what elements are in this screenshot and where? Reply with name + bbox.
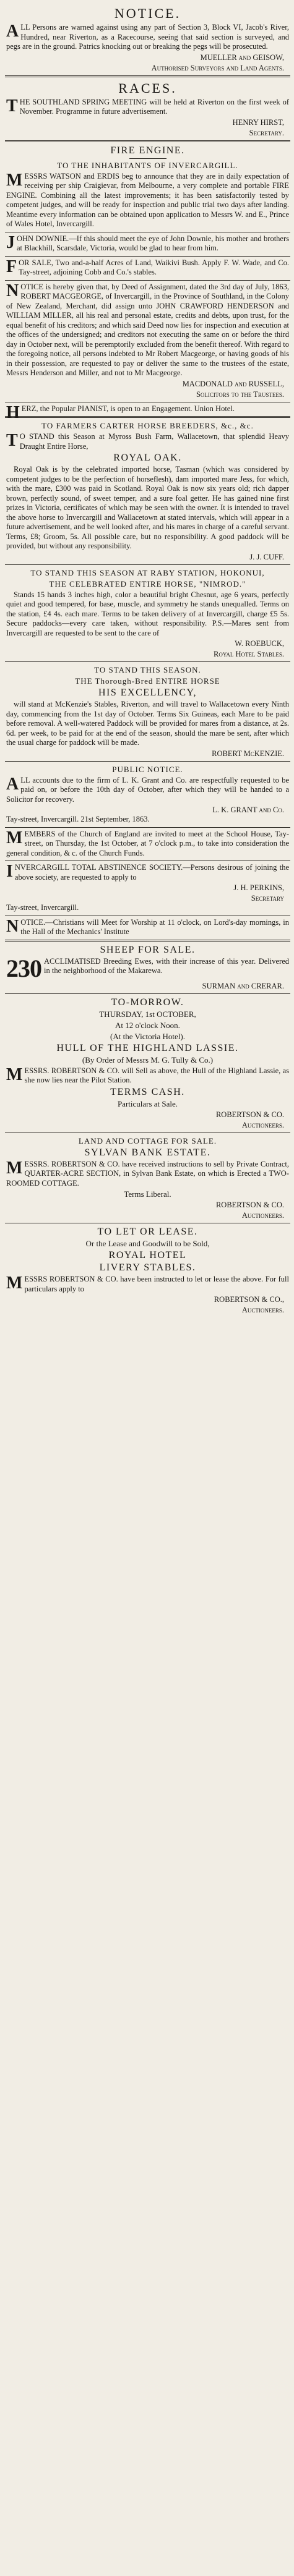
sylvan-bank-ad <box>5 1133 290 1224</box>
horse-name: ROYAL OAK. <box>113 453 182 463</box>
divider <box>129 158 166 159</box>
notice-ad-1 <box>5 2 290 77</box>
terms-heading: TERMS CASH. <box>110 1086 185 1097</box>
ad-body: Stands 15 hands 3 inches high, color a beautiful bright Chesnut, age 6 years, perfectly quiet and good tempered, for base, muscle, and symmetry he stands unequalled. Terms on the station, £4 4s. each mare. Terms to be taken delivery of at Invercargill, charge £5 5s. Secure paddocks—every care taken, without responsibility. P.S.—Mares sent from Invercargill are requested to be sent to the care of <box>6 590 289 637</box>
land-sale-ad <box>5 257 290 281</box>
ad-body: NOTICE.—Christians will Meet for Worship at 11 o'clock, on Lord's-day mornings, in the Hall of the Mechanics' Institute <box>6 916 289 936</box>
estate-name: SYLVAN BANK ESTATE. <box>84 1147 211 1158</box>
ad-heading: LAND AND COTTAGE FOR SALE. <box>78 1136 217 1146</box>
ad-signature-title: Auctioneers. <box>241 1211 284 1220</box>
ad-subheading: TO THE INHABITANTS OF INVERCARGILL. <box>57 160 238 170</box>
ad-heading: SHEEP FOR SALE. <box>100 944 196 955</box>
royal-oak-ad <box>5 418 290 565</box>
fire-engine-ad <box>5 142 290 232</box>
ad-signature-title: Secretary. <box>249 128 284 137</box>
ad-signature-title: Secretary <box>251 894 284 903</box>
ad-subline: Or the Lease and Goodwill to be Sold, <box>85 1239 210 1248</box>
ad-body: NOTICE is hereby given that, by Deed of Assignment, dated the 3rd day of July, 1863, ROBERT MACGEORGE, of Invercargill, in the Province of Southland, in the Colony of New Zealand, Merchant, did assign unto JOHN CRAWFORD HENDERSON and WILLIAM MILLER, all his real and personal estate, credits and debts, upon trust, for the equal benefit of his creditors; and which said Deed now lies for inspection and execution at the offices of the undersigned; and creditors not executing the same on or before the third day in October next, will be peremptorily excluded from the benefit thereof. With regard to the foregoing notice, all persons indebted to Mr Robert Macgeorge, or having goods of his in their possession, are requested to pay or deliver the same to the trustees of the estate, Messrs Henderson and Miller, and not to Mr Macgeorge. <box>6 281 289 377</box>
sheep-ad <box>5 942 290 994</box>
deed-notice-ad <box>5 281 290 402</box>
ad-signature-title: Solicitors to the Trustees. <box>196 389 284 399</box>
ad-heading: TO LET OR LEASE. <box>97 1226 198 1237</box>
worship-ad <box>5 916 290 942</box>
ad-signature: J. J. CUFF. <box>249 552 284 561</box>
nimrod-ad <box>5 565 290 663</box>
ad-signature: ROBERTSON & CO., <box>214 1295 284 1304</box>
ad-signature-title: Royal Hotel Stables. <box>214 650 284 658</box>
ad-signature: ROBERT McKENZIE. <box>212 749 284 758</box>
races-ad <box>5 77 290 142</box>
ad-body: HERZ, the Popular PIANIST, is open to an Engagement. Union Hotel. <box>6 402 235 422</box>
ad-signature: W. ROEBUCK, <box>235 639 284 648</box>
pianist-ad <box>5 402 290 422</box>
sale-order: (By Order of Messrs M. G. Tully & Co.) <box>82 1055 214 1065</box>
ad-heading: TO-MORROW. <box>111 997 184 1008</box>
ad-signature-title: Auctioneers. <box>241 1306 284 1314</box>
ad-signature: ROBERTSON & CO. <box>215 1201 284 1209</box>
ad-heading: NOTICE. <box>114 6 181 21</box>
ad-body: MEMBERS of the Church of England are invited to meet at the School House, Tay-street, on Thursday, the 1st October, at 7 o'clock p.m., to take into consideration the general condition, & c. of the Church Funds. <box>6 828 289 857</box>
lot-title: HULL OF THE HIGHLAND LASSIE. <box>56 1042 239 1053</box>
premises-type: LIVERY STABLES. <box>99 1262 196 1273</box>
ad-body: MESSRS WATSON and ERDIS beg to announce that they are in daily expectation of receiving per ship Craigievar, from Melbourne, a very complete and portable FIRE ENGINE. Combining all the latest improvements; it has been satisfactorily tested by competent judges, and will be ready for inspection and public trial two days after landing. Meantime every information can be obtained upon application to Messrs W. and E., Prince of Wales Hotel, Invercargill. <box>6 170 289 228</box>
sale-venue: (At the Victoria Hotel). <box>110 1031 185 1041</box>
ad-heading: PUBLIC NOTICE. <box>112 764 183 774</box>
premises-name: ROYAL HOTEL <box>108 1250 187 1260</box>
ad-subheading: THE CELEBRATED ENTIRE HORSE, "NIMROD." <box>49 579 246 589</box>
ad-body: ACCLIMATISED Breeding Ewes, with their increase of this year. Delivered in the neighborhood of the Makarewa. <box>44 956 289 975</box>
ad-heading: TO STAND THIS SEASON. <box>94 665 201 674</box>
ad-signature: J. H. PERKINS, <box>233 883 284 892</box>
terms-line: Terms Liberal. <box>124 1189 171 1199</box>
ad-body: FOR SALE, Two and-a-half Acres of Land, Waikivi Bush. Apply F. W. Wade, and Co. Tay-street, adjoining Cobb and Co.'s stables. <box>6 257 289 276</box>
ad-body: INVERCARGILL TOTAL ABSTINENCE SOCIETY.—Persons desirous of joining the above society, are requested to apply to <box>6 862 289 882</box>
temperance-ad <box>5 861 290 916</box>
sale-time: At 12 o'clock Noon. <box>115 1020 180 1030</box>
ad-body: THE SOUTHLAND SPRING MEETING will be held at Riverton on the first week of November. Programme in future advertisement. <box>6 96 289 116</box>
ad-signature: ROBERTSON & CO. <box>215 1110 284 1119</box>
ad-body: ALL Persons are warned against using any part of Section 3, Block VI, Jacob's River, Hundred, near Riverton, as a Racecourse, seeing that said section is surveyed, and pegs are in the ground. Patrics knocking out or breaking the pegs will be prosecuted. <box>6 22 289 51</box>
ad-footer: Tay-street, Invercargill. 21st September, 1863. <box>6 815 150 823</box>
ad-body: MESSRS. ROBERTSON & CO. will Sell as above, the Hull of the Highland Lassie, as she now lies near the Pilot Station. <box>6 1065 289 1084</box>
ad-body-detail: Royal Oak is by the celebrated imported horse, Tasman (which was considered by competent judges to be the perfection of horseflesh), dam imported mare Jess, for which, with the mare, £300 was paid in Scotland. Royal Oak is now six years old; rich dapper brown, perfectly sound, of sweet temper, and a sure foal getter. He has gained nine first prizes in Victoria, certificates of which may be seen with the owner. It is intended to travel the above horse to Invercargill and Wallacetown at stated intervals, which will appear in a future advertisement, and be well looked after, and his mares in charge of a careful servant. Terms, £8; Groom, 5s. All possible care, but no responsibility. A good paddock will be provided, but without any responsibility. <box>6 465 289 550</box>
ad-signature: L. K. GRANT and Co. <box>212 806 284 814</box>
livery-ad <box>5 1223 290 1317</box>
hull-sale-ad <box>5 994 290 1133</box>
public-notice-ad <box>5 762 290 828</box>
ad-signature: HENRY HIRST, <box>232 117 284 127</box>
ad-heading: TO FARMERS CARTER HORSE BREEDERS, &c., &c. <box>41 421 254 430</box>
his-excellency-ad <box>5 662 290 762</box>
ad-heading: FIRE ENGINE. <box>110 145 185 156</box>
ad-signature: MUELLER and GEISOW, <box>200 53 284 62</box>
church-ad <box>5 828 290 862</box>
ad-body: ALL accounts due to the firm of L. K. Grant and Co. are respectfully requested to be paid on, or before the 10th day of October, after which they will be handed to a Solicitor for recovery. <box>6 774 289 804</box>
ad-subheading: THE Thorough-Bred ENTIRE HORSE <box>75 676 220 686</box>
ad-body: JOHN DOWNIE.—If this should meet the eye of John Downie, his mother and brothers at Blackhill, Scarsdale, Victoria, would be glad to hear from him. <box>6 232 289 252</box>
ad-signature: MACDONALD and RUSSELL, <box>182 379 284 388</box>
ad-heading: RACES. <box>118 80 177 96</box>
ad-footer: Tay-street, Invercargill. <box>6 903 79 912</box>
ad-body: MESSRS ROBERTSON & CO. have been instructed to let or lease the above. For full particulars apply to <box>6 1273 289 1293</box>
john-downie-ad <box>5 232 290 257</box>
sheep-count: 230 <box>6 954 41 982</box>
ad-body: MESSRS. ROBERTSON & CO. have received instructions to sell by Private Contract, QUARTER-ACRE SECTION, in Sylvan Bank Estate, on which is Erected a TWO-ROOMED COTTAGE. <box>6 1158 289 1188</box>
sale-date: THURSDAY, 1st OCTOBER, <box>99 1009 196 1019</box>
ad-signature-title: Auctioneers. <box>241 1120 284 1129</box>
ad-body: TO STAND this Season at Myross Bush Farm, Wallacetown, that splendid Heavy Draught Entire Horse, <box>6 431 289 451</box>
ad-heading: TO STAND THIS SEASON AT RABY STATION, HOKONUI, <box>30 567 265 577</box>
ad-body: will stand at McKenzie's Stables, Riverton, and will travel to Wallacetown every Ninth day, commencing from the 1st day of October. Terms Six Guineas, each Mare to be paid before removal. A well-watered Paddock will be provided for mares from a distance, at 2s. 6d. per week, to be paid for at the end of the season, should the mare be sent, after which the usual charge for paddock will be made. <box>6 700 289 747</box>
ad-signature-title: Authorised Surveyors and Land Agents. <box>151 63 284 72</box>
ad-signature: SURMAN and CRERAR. <box>202 981 284 990</box>
horse-name: HIS EXCELLENCY, <box>98 687 197 698</box>
particulars-line: Particulars at Sale. <box>117 1099 178 1108</box>
